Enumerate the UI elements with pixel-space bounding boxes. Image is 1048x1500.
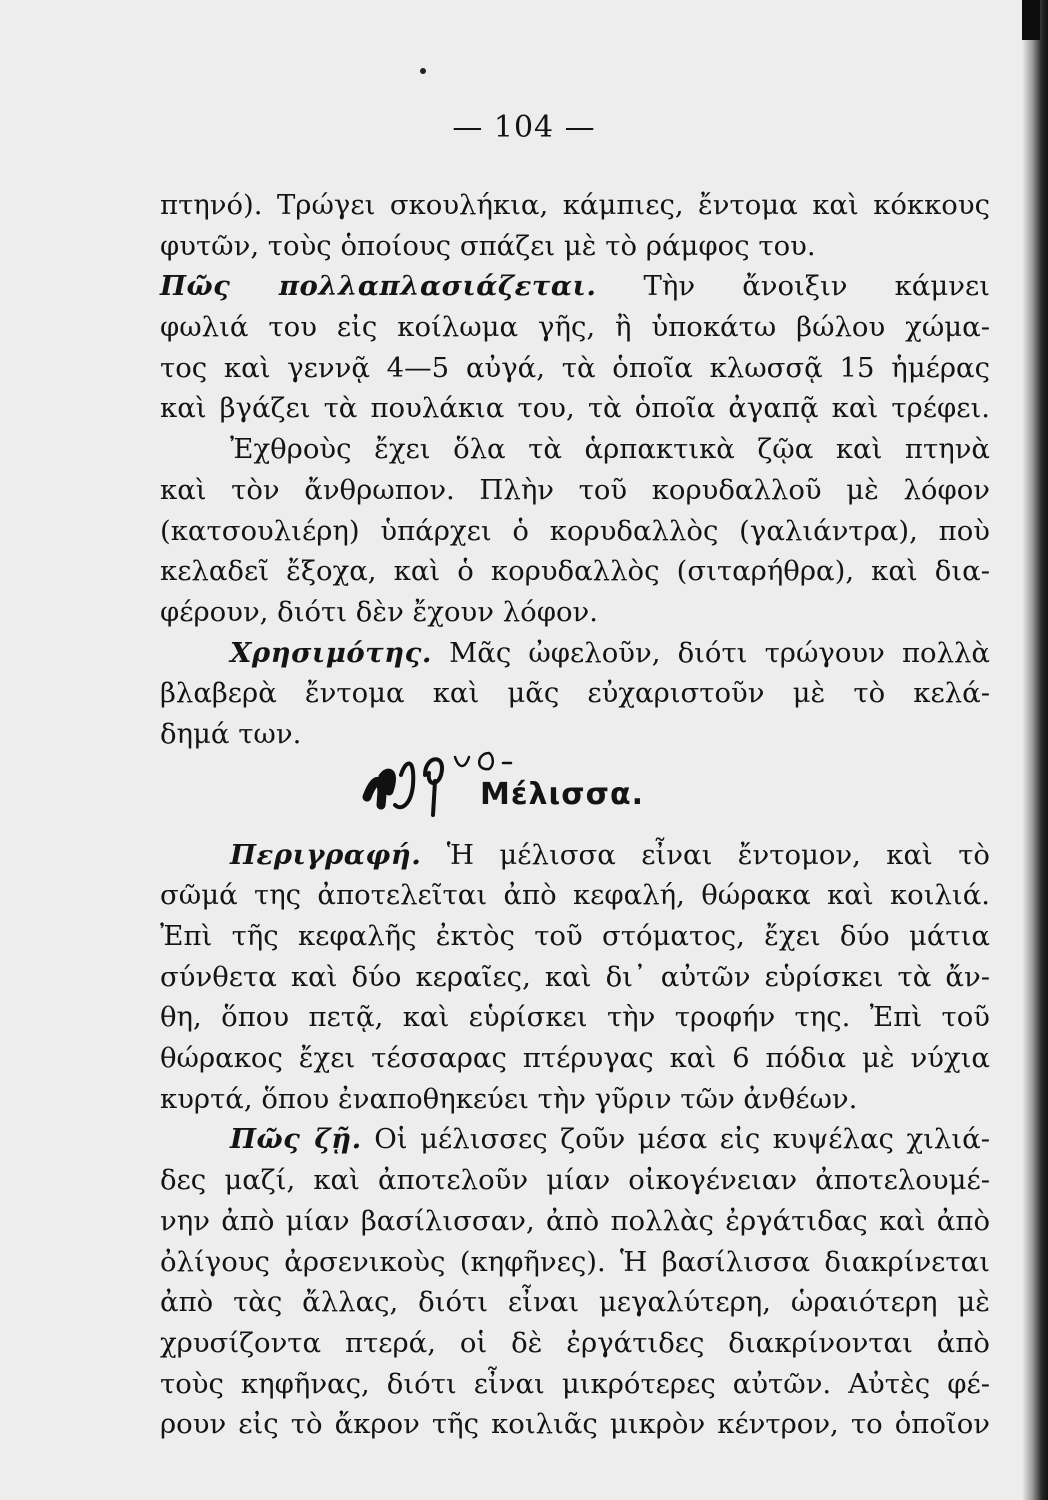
text-line xyxy=(160,1323,990,1364)
text-line xyxy=(160,470,990,511)
line-text: Μᾶς ὠφελοῦν, διότι τρώγουν πολλὰ xyxy=(432,636,990,669)
line-text: τος καὶ γεννᾷ 4—5 αὐγά, τὰ ὁποῖα κλωσσᾷ 15 ἡμέρας xyxy=(160,351,990,384)
line-text: θη, ὅπου πετᾷ, καὶ εὑρίσκει τὴν τροφήν της. Ἐπὶ τοῦ xyxy=(160,1001,990,1034)
body-text xyxy=(160,185,990,1445)
text-line xyxy=(160,633,990,674)
text-line xyxy=(160,957,990,998)
line-text: χρυσίζοντα πτερά, οἱ δὲ ἐργάτιδες διακρίνονται ἀπὸ xyxy=(160,1326,990,1359)
line-text: δες μαζί, καὶ ἀποτελοῦν μίαν οἰκογένειαν ἀποτελουμέ- xyxy=(160,1164,990,1197)
line-text: σῶμά της ἀποτελεῖται ἀπὸ κεφαλή, θώρακα καὶ κοιλιά. xyxy=(160,879,990,912)
text-line xyxy=(160,835,990,876)
line-text: κυρτά, ὅπου ἐναποθηκεύει τὴν γῦριν τῶν ἀνθέων. xyxy=(160,1082,858,1115)
line-text: φέρουν, διότι δὲν ἔχουν λόφον. xyxy=(160,595,598,628)
text-line xyxy=(160,307,990,348)
section-heading: Μέλισσα. xyxy=(480,776,644,812)
line-text: καὶ βγάζει τὰ πουλάκια του, τὰ ὁποῖα ἀγαπᾷ καὶ τρέφει. xyxy=(160,392,990,425)
line-text: τοὺς κηφῆνας, διότι εἶναι μικρότερες αὐτῶν. Αὐτὲς φέ- xyxy=(160,1367,990,1400)
line-text: Ἡ μέλισσα εἶναι ἔντομον, καὶ τὸ xyxy=(421,838,990,871)
text-line xyxy=(160,348,990,389)
text-line xyxy=(160,266,990,307)
text-line xyxy=(160,1038,990,1079)
book-spine-edge xyxy=(1022,0,1048,1500)
section-heading-row xyxy=(160,755,990,835)
line-text: φυτῶν, τοὺς ὁποίους σπάζει μὲ τὸ ράμφος του. xyxy=(160,229,816,262)
text-line xyxy=(160,592,990,633)
text-line xyxy=(160,714,990,755)
line-text: νην ἀπὸ μίαν βασίλισσαν, ἀπὸ πολλὰς ἐργάτιδας καὶ ἀπὸ xyxy=(160,1204,990,1237)
line-text: Τὴν ἄνοιξιν κάμνει xyxy=(596,270,990,303)
text-line xyxy=(160,1119,990,1160)
line-text: σύνθετα καὶ δύο κεραῖες, καὶ δι᾽ αὐτῶν εὑρίσκει τὰ ἄν- xyxy=(160,960,990,993)
line-text: θώρακος ἔχει τέσσαρας πτέρυγας καὶ 6 πόδια μὲ νύχια xyxy=(160,1042,990,1075)
line-text: Ἐπὶ τῆς κεφαλῆς ἐκτὸς τοῦ στόματος, ἔχει δύο μάτια xyxy=(160,920,990,952)
page-number: — 104 — xyxy=(452,110,596,145)
line-text: ὀλίγους ἀρσενικοὺς (κηφῆνες). Ἡ βασίλισσα διακρίνεται xyxy=(160,1245,990,1278)
paragraph-heading: Χρησιμότης. xyxy=(230,636,432,669)
text-line xyxy=(160,997,990,1038)
line-text: φωλιά του εἰς κοίλωμα γῆς, ἢ ὑποκάτω βώλου χώμα- xyxy=(160,311,990,344)
text-line xyxy=(160,429,990,470)
text-line xyxy=(160,1404,990,1445)
line-text: καὶ τὸν ἄνθρωπον. Πλὴν τοῦ κορυδαλλοῦ μὲ λόφον xyxy=(160,473,990,506)
text-line xyxy=(160,1364,990,1405)
line-text: Οἱ μέλισσες ζοῦν μέσα εἰς κυψέλας χιλιά- xyxy=(361,1123,991,1156)
text-line xyxy=(160,185,990,226)
ink-dot xyxy=(420,68,426,74)
text-before-heading xyxy=(160,185,990,755)
paragraph-heading: Πῶς πολλαπλασιάζεται. xyxy=(160,270,597,303)
text-line xyxy=(160,1079,990,1120)
text-line xyxy=(160,1201,990,1242)
text-line xyxy=(160,388,990,429)
text-line xyxy=(160,875,990,916)
text-after-heading xyxy=(160,835,990,1445)
line-text: ρουν εἰς τὸ ἄκρον τῆς κοιλιᾶς μικρὸν κέντρον, το ὁποῖον xyxy=(160,1408,990,1441)
text-line xyxy=(160,673,990,714)
text-line xyxy=(160,916,990,957)
line-text: ἀπὸ τὰς ἄλλας, διότι εἶναι μεγαλύτερη, ὡραιότερη μὲ xyxy=(160,1286,990,1319)
text-line xyxy=(160,511,990,552)
spine-shadow xyxy=(1022,0,1040,40)
text-line xyxy=(160,1160,990,1201)
text-line xyxy=(160,551,990,592)
paragraph-heading: Πῶς ζῇ. xyxy=(230,1123,362,1156)
text-line xyxy=(160,226,990,267)
line-text: κελαδεῖ ἔξοχα, καὶ ὁ κορυδαλλὸς (σιταρήθρα), καὶ δια- xyxy=(160,555,990,588)
line-text: βλαβερὰ ἔντομα καὶ μᾶς εὐχαριστοῦν μὲ τὸ κελά- xyxy=(160,677,990,710)
line-text: δημά των. xyxy=(160,717,302,750)
text-line xyxy=(160,1282,990,1323)
line-text: (κατσουλιέρη) ὑπάρχει ὁ κορυδαλλὸς (γαλιάντρα), ποὺ xyxy=(160,514,990,547)
line-text: πτηνό). Τρώγει σκουλήκια, κάμπιες, ἔντομα καὶ κόκκους xyxy=(160,189,990,221)
line-text: Ἐχθροὺς ἔχει ὅλα τὰ ἁρπακτικὰ ζῷα καὶ πτηνὰ xyxy=(230,433,990,466)
paragraph-heading: Περιγραφή. xyxy=(230,838,422,871)
text-line xyxy=(160,1242,990,1283)
